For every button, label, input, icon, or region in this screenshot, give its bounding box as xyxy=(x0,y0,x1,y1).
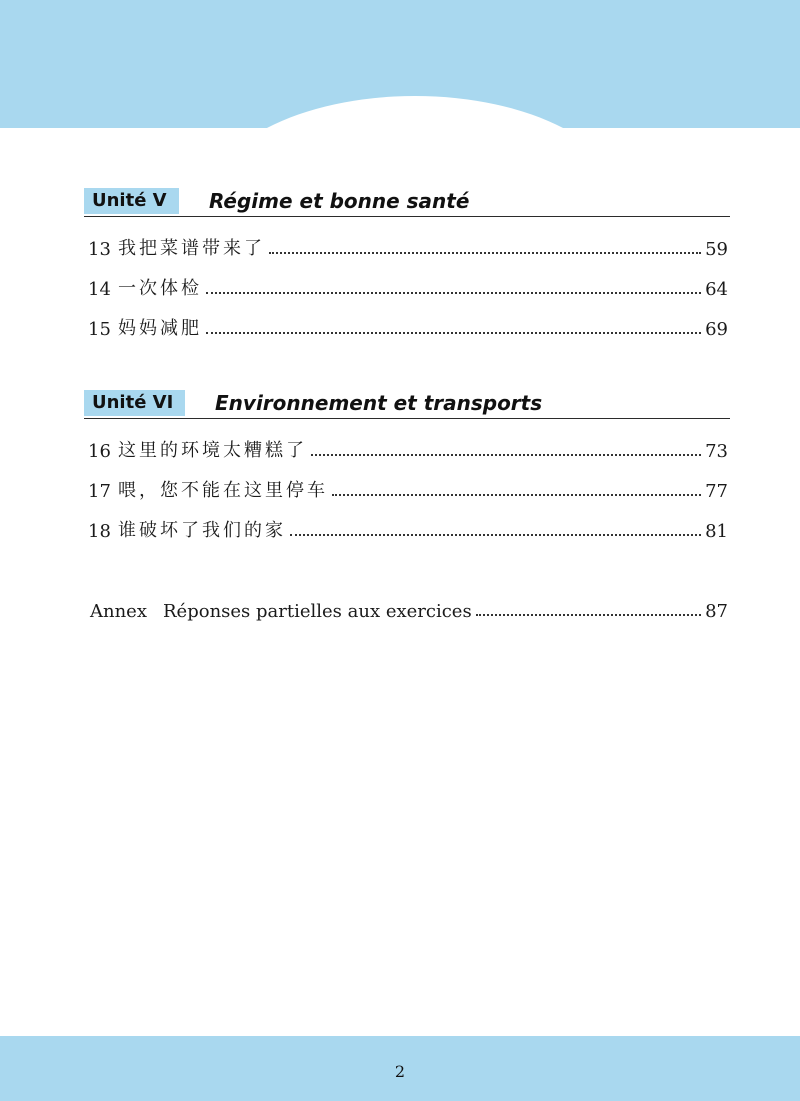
dot-leader xyxy=(476,613,701,616)
dot-leader xyxy=(290,533,701,536)
unit-v-header xyxy=(84,188,730,218)
unit-title: Régime et bonne santé xyxy=(209,189,470,213)
lesson-number: 16 xyxy=(88,441,111,462)
page-number: 59 xyxy=(705,239,728,260)
toc-entry[interactable] xyxy=(88,430,728,462)
toc-entry[interactable] xyxy=(88,470,728,502)
page-number: 81 xyxy=(705,521,728,542)
annex-label: Annex xyxy=(90,601,147,622)
lesson-number: 14 xyxy=(88,279,111,300)
page-number: 87 xyxy=(705,601,728,622)
unit-badge: Unité V xyxy=(84,188,179,214)
dot-leader xyxy=(206,331,701,334)
lesson-title: 妈妈减肥 xyxy=(118,318,202,339)
unit-badge: Unité VI xyxy=(84,390,185,416)
lesson-number: 18 xyxy=(88,521,111,542)
page-number: 73 xyxy=(705,441,728,462)
annex-title: Réponses partielles aux exercices xyxy=(163,601,472,622)
unit-title: Environnement et transports xyxy=(215,391,543,415)
page-number: 69 xyxy=(705,319,728,340)
lesson-title: 谁破坏了我们的家 xyxy=(118,520,286,541)
lesson-number: 17 xyxy=(88,481,111,502)
dot-leader xyxy=(332,493,701,496)
toc-entry[interactable] xyxy=(88,228,728,260)
lesson-number: 15 xyxy=(88,319,111,340)
page-number: 77 xyxy=(705,481,728,502)
lesson-title: 喂，您不能在这里停车 xyxy=(118,480,328,501)
lesson-title: 这里的环境太糟糕了 xyxy=(118,440,307,461)
unit-vi-header xyxy=(84,390,730,420)
toc-entry-annex[interactable] xyxy=(86,590,728,622)
toc-entry[interactable] xyxy=(88,510,728,542)
dot-leader xyxy=(311,453,701,456)
unit-rule xyxy=(84,216,730,217)
lesson-title: 一次体检 xyxy=(118,278,202,299)
unit-rule xyxy=(84,418,730,419)
folio-page-number: 2 xyxy=(394,1062,406,1081)
lesson-title: 我把菜谱带来了 xyxy=(118,238,265,259)
dot-leader xyxy=(206,291,701,294)
toc-entry[interactable] xyxy=(88,268,728,300)
lesson-number: 13 xyxy=(88,239,111,260)
header-white-area xyxy=(0,128,800,168)
dot-leader xyxy=(269,251,701,254)
page-number: 64 xyxy=(705,279,728,300)
toc-entry[interactable] xyxy=(88,308,728,340)
